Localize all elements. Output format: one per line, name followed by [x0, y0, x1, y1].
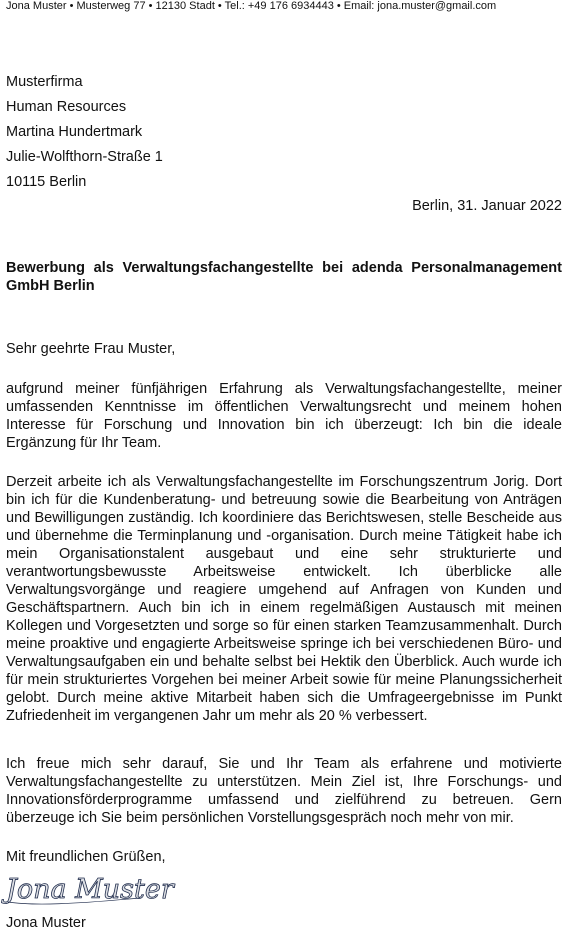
- sender-contact-line: Jona Muster • Musterweg 77 • 12130 Stadt • Tel.: +49 176 6934443 • Email: jona.muster@gmail.com: [6, 0, 497, 12]
- recipient-address-block: [6, 70, 163, 195]
- signed-name: Jona Muster: [6, 915, 86, 931]
- letter-greeting: Sehr geehrte Frau Muster,: [6, 341, 176, 357]
- recipient-street: Julie-Wolfthorn-Straße 1: [6, 149, 163, 165]
- signature-script: Jona Muster: [6, 874, 174, 905]
- recipient-city: 10115 Berlin: [6, 174, 87, 190]
- letter-subject: Bewerbung als Verwaltungsfachangestellte bei adenda Personalmanagement GmbH Berlin: [6, 260, 562, 294]
- recipient-department: Human Resources: [6, 99, 127, 115]
- letter-closing: Mit freundlichen Grüßen,: [6, 849, 166, 865]
- recipient-company: Musterfirma: [6, 74, 83, 90]
- body-paragraph-experience: Derzeit arbeite ich als Verwaltungsfachangestellte im Forschungszentrum Jorig. Dort bin ich für die Kundenberatung- und betreuung sowie die Bearbeitung von Anträgen und Bewilligungen zuständig. Ich koordiniere das Berichtswesen, stelle Bescheide aus und übernehme die Terminplanung und -organisation. Durch meine Tätigkeit habe ich mein Organisationstalent ausgebaut und eine sehr strukturierte und verantwortungsbewusste Arbeitsweise entwickelt. Ich überblicke alle Verwaltungsvorgänge und reagiere umgehend auf Anfragen von Kunden und Geschäftspartnern. Auch bin ich in einem regelmäßigen Austausch mit meinen Kollegen und Vorgesetzten und sorge so für einen starken Teamzusammenhalt. Durch meine proaktive und engagierte Arbeitsweise springe ich bei verschiedenen Büro- und Verwaltungsaufgaben ein und behalte selbst bei Hektik den Überblick. Auch wurde ich für mein strukturiertes Vorgehen bei meiner Arbeit sowie für meine Planungssicherheit gelobt. Durch meine aktive Mitarbeit haben sich die Umfrageergebnisse im Punkt Zufriedenheit im vergangenen Jahr um mehr als 20 % verbessert.: [6, 474, 562, 724]
- handwritten-signature: [4, 868, 174, 912]
- recipient-contact-person: Martina Hundertmark: [6, 124, 143, 140]
- body-paragraph-intro: aufgrund meiner fünfjährigen Erfahrung als Verwaltungsfachangestellte, meiner umfassenden Kenntnisse im öffentlichen Verwaltungsrecht und meinem hohen Interesse für Forschung und Innovation bin ich überzeugt: Ich bin die ideale Ergänzung für Ihr Team.: [6, 381, 562, 451]
- letter-date: Berlin, 31. Januar 2022: [412, 198, 562, 214]
- body-paragraph-closing: Ich freue mich sehr darauf, Sie und Ihr Team als erfahrene und motivierte Verwaltungsfachangestellte zu unterstützen. Mein Ziel ist, Ihre Forschungs- und Innovationsförderprogramme umfassend und zielführend zu betreuen. Gern überzeuge ich Sie beim persönlichen Vorstellungsgespräch noch mehr von mir.: [6, 756, 562, 826]
